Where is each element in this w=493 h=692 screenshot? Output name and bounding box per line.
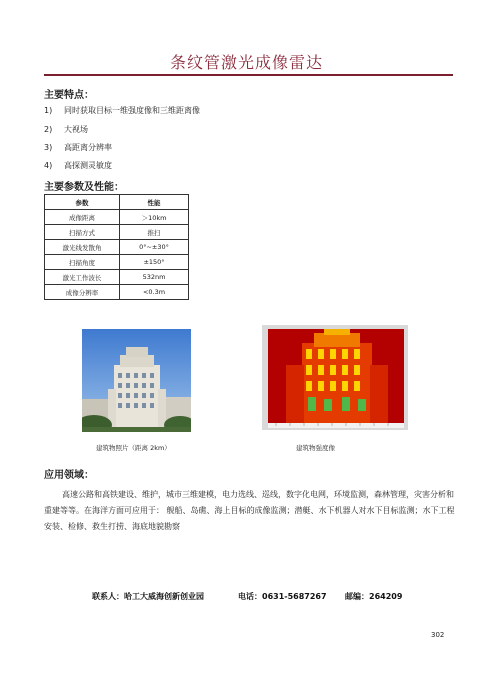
contact-person: 联系人：哈工大威海创新创业园 bbox=[92, 592, 204, 601]
intensity-image-illustration bbox=[262, 325, 408, 430]
param-name: 激光线发散角 bbox=[45, 240, 120, 255]
table-header-row bbox=[45, 195, 189, 210]
feature-item: 1) 同时获取目标一维强度像和三维距离像 bbox=[44, 106, 200, 115]
param-value: ＞10km bbox=[120, 210, 189, 225]
feature-item: 2) 大视场 bbox=[44, 125, 88, 134]
params-heading: 主要参数及性能： bbox=[44, 182, 124, 193]
param-name: 成像分辨率 bbox=[45, 285, 120, 300]
photo-caption: 建筑物照片（距离 2km） bbox=[96, 444, 171, 452]
table-row bbox=[45, 240, 189, 255]
table-row bbox=[45, 210, 189, 225]
column-header: 参数 bbox=[45, 195, 120, 210]
page-title: 条纹管激光成像雷达 bbox=[169, 53, 323, 72]
table-row bbox=[45, 270, 189, 285]
table-row bbox=[45, 285, 189, 300]
page-number: 302 bbox=[431, 631, 445, 639]
intensity-caption: 建筑物强度像 bbox=[296, 444, 335, 452]
building-photo bbox=[82, 329, 191, 432]
param-value: <0.3m bbox=[120, 285, 189, 300]
features-heading: 主要特点： bbox=[44, 90, 94, 101]
param-name: 成像距离 bbox=[45, 210, 120, 225]
table-row bbox=[45, 225, 189, 240]
param-value: ±150° bbox=[120, 255, 189, 270]
param-name: 扫描方式 bbox=[45, 225, 120, 240]
contact-postcode: 邮编：264209 bbox=[345, 592, 403, 601]
param-name: 激光工作波长 bbox=[45, 270, 120, 285]
feature-item: 4) 高探测灵敏度 bbox=[44, 161, 112, 170]
param-value: 推扫 bbox=[120, 225, 189, 240]
applications-text: 高速公路和高铁建设、维护，城市三维建模，电力选线、巡线，数字化电网，环境监测，森林管理，灾害分析和重建等等。在海洋方面可应用于： 舰船、岛礁、海上目标的成像监测；潜艇、水下机器人对水下目标监测；水下工程安装、检修、救生打捞、海底地貌勘察 bbox=[44, 490, 455, 531]
building-photo-illustration bbox=[82, 329, 191, 432]
param-value: 532nm bbox=[120, 270, 189, 285]
column-header: 性能 bbox=[120, 195, 189, 210]
applications-heading: 应用领域： bbox=[44, 470, 94, 481]
param-value: 0°~±30° bbox=[120, 240, 189, 255]
feature-item: 3) 高距离分辨率 bbox=[44, 143, 112, 152]
table-row bbox=[45, 255, 189, 270]
title-divider bbox=[44, 74, 453, 76]
intensity-image bbox=[262, 325, 408, 430]
params-table bbox=[44, 194, 189, 300]
param-name: 扫描角度 bbox=[45, 255, 120, 270]
contact-phone: 电话：0631-5687267 bbox=[238, 592, 327, 601]
